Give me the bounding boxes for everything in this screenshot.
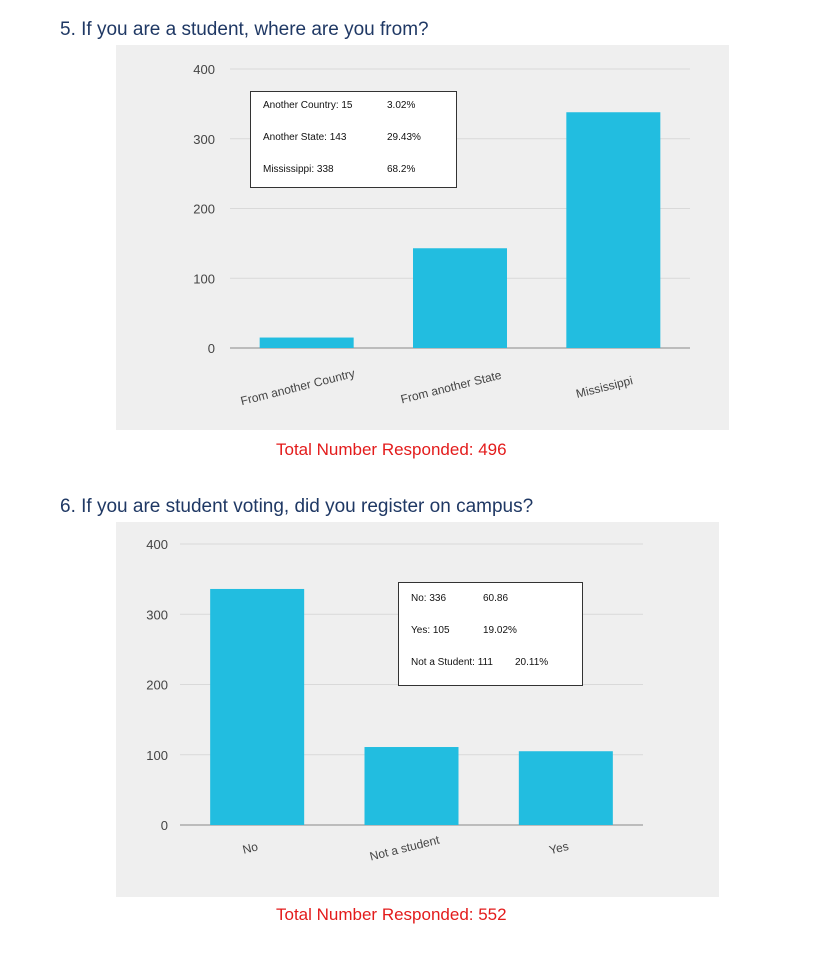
y-tick-label: 300 [193, 131, 215, 147]
bar [519, 751, 613, 825]
x-category-label: From another Country [239, 366, 357, 409]
legend-percent: 60.86 [483, 593, 509, 604]
legend-percent: 29.43% [387, 132, 421, 143]
bar [260, 338, 354, 348]
legend-label: Mississippi: 338 [263, 164, 334, 175]
y-tick-label: 300 [146, 607, 168, 623]
bar [413, 248, 507, 348]
x-category-label: From another State [399, 367, 503, 407]
legend-label: No: 336 [411, 593, 447, 604]
y-tick-label: 100 [146, 747, 168, 763]
y-tick-label: 200 [146, 677, 168, 693]
chart-legend [398, 582, 583, 686]
bar [566, 112, 660, 348]
chart-panel-registration [116, 522, 719, 897]
total-responded: Total Number Responded: 496 [276, 440, 507, 459]
x-category-label: No [241, 839, 260, 857]
x-category-label: Mississippi [574, 373, 635, 401]
legend-label: Not a Student: 111 [411, 657, 493, 668]
bar [365, 747, 459, 825]
chart-legend [250, 91, 457, 188]
legend-percent: 3.02% [387, 100, 416, 111]
legend-label: Another State: 143 [263, 132, 347, 143]
question-5-title: 5. If you are a student, where are you from? [60, 19, 429, 40]
question-6-title: 6. If you are student voting, did you register on campus? [60, 496, 534, 517]
legend-label: Yes: 105 [411, 625, 450, 636]
bar [210, 589, 304, 825]
y-tick-label: 400 [146, 537, 168, 552]
legend-label: Another Country: 15 [263, 100, 353, 111]
y-tick-label: 0 [207, 341, 215, 356]
chart-panel-origin [116, 45, 729, 430]
y-tick-label: 400 [193, 62, 215, 77]
y-tick-label: 100 [193, 271, 215, 287]
registration-bar-chart [116, 522, 719, 897]
total-responded: Total Number Responded: 552 [276, 905, 507, 924]
y-tick-label: 200 [193, 201, 215, 217]
legend-percent: 68.2% [387, 164, 416, 175]
legend-percent: 20.11% [515, 657, 549, 668]
y-tick-label: 0 [160, 818, 168, 833]
x-category-label: Not a student [368, 832, 441, 864]
legend-percent: 19.02% [483, 625, 517, 636]
x-category-label: Yes [547, 838, 571, 858]
